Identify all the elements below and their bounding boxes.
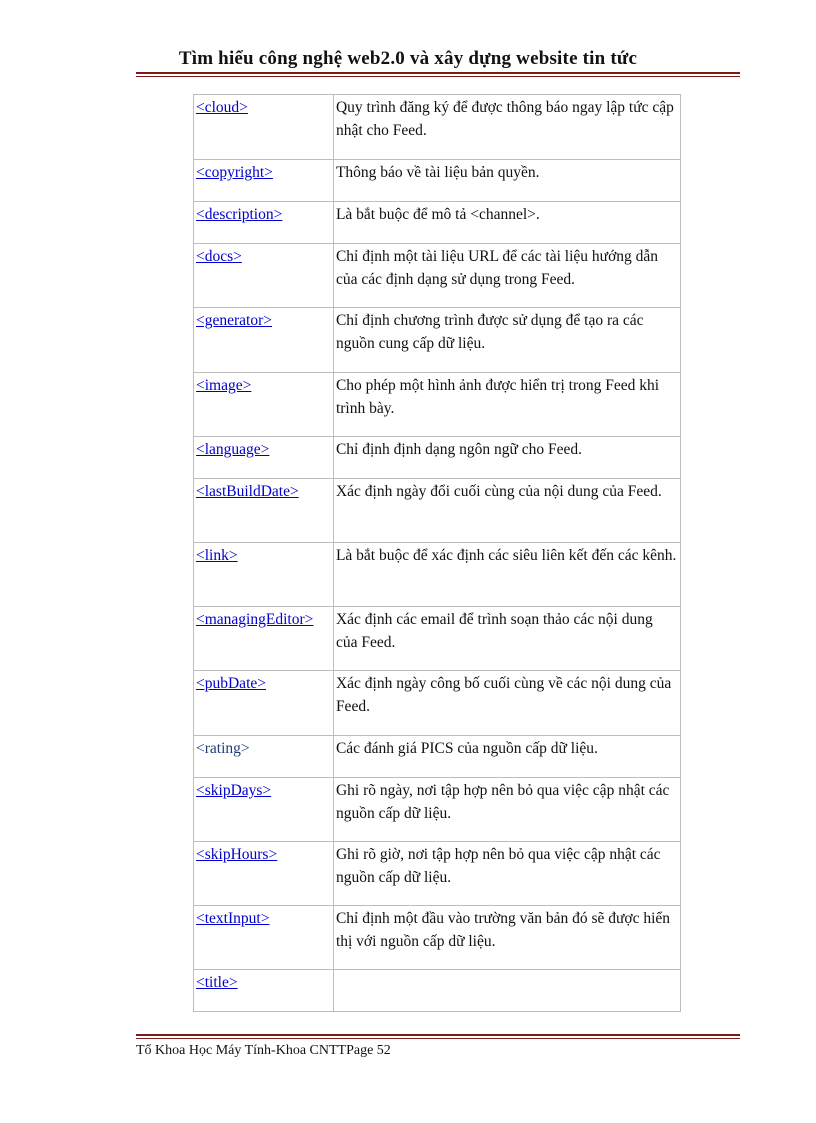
tag-link[interactable]: <cloud> bbox=[196, 99, 248, 116]
table-row bbox=[194, 736, 681, 778]
table-row bbox=[194, 373, 681, 437]
description-cell: Xác định các email để trình soạn thảo các nội dung của Feed. bbox=[333, 607, 680, 671]
tag-cell bbox=[194, 842, 334, 906]
tag-link[interactable]: <generator> bbox=[196, 312, 273, 329]
tag-link[interactable]: <skipHours> bbox=[196, 846, 278, 863]
table-row bbox=[194, 479, 681, 543]
tag-link[interactable]: <pubDate> bbox=[196, 675, 266, 692]
tag-cell bbox=[194, 202, 334, 244]
description-cell: Xác định ngày đổi cuối cùng của nội dung của Feed. bbox=[333, 479, 680, 543]
table-row bbox=[194, 308, 681, 373]
table-row bbox=[194, 970, 681, 1012]
tag-cell bbox=[194, 479, 334, 543]
footer-rule bbox=[136, 1034, 740, 1036]
table-row bbox=[194, 244, 681, 308]
table-row bbox=[194, 607, 681, 671]
description-cell: Chỉ định chương trình được sử dụng để tạo ra các nguồn cung cấp dữ liệu. bbox=[333, 308, 680, 373]
description-cell: Xác định ngày công bố cuối cùng về các nội dung của Feed. bbox=[333, 671, 680, 736]
tag-cell bbox=[194, 160, 334, 202]
header-rule-thin bbox=[136, 76, 740, 77]
page-footer: Tổ Khoa Học Máy Tính-Khoa CNTTPage 52 bbox=[136, 1043, 391, 1058]
table-row bbox=[194, 906, 681, 970]
description-cell: Là bắt buộc để mô tả <channel>. bbox=[333, 202, 680, 244]
description-cell: Quy trình đăng ký để được thông báo ngay lập tức cập nhật cho Feed. bbox=[333, 95, 680, 160]
tag-link[interactable]: <copyright> bbox=[196, 164, 273, 181]
table-row bbox=[194, 202, 681, 244]
description-cell: Các đánh giá PICS của nguồn cấp dữ liệu. bbox=[333, 736, 680, 778]
description-cell: Cho phép một hình ảnh được hiển trị trong Feed khi trình bày. bbox=[333, 373, 680, 437]
description-cell: Chỉ định một đầu vào trường văn bản đó sẽ được hiển thị với nguồn cấp dữ liệu. bbox=[333, 906, 680, 970]
tag-cell bbox=[194, 308, 334, 373]
table-row bbox=[194, 437, 681, 479]
tag-cell bbox=[194, 970, 334, 1012]
tag-cell bbox=[194, 607, 334, 671]
description-cell: Ghi rõ giờ, nơi tập hợp nên bỏ qua việc cập nhật các nguồn cấp dữ liệu. bbox=[333, 842, 680, 906]
footer-rule-thin bbox=[136, 1038, 740, 1039]
description-cell: Ghi rõ ngày, nơi tập hợp nên bỏ qua việc cập nhật các nguồn cấp dữ liệu. bbox=[333, 778, 680, 842]
tag-cell bbox=[194, 244, 334, 308]
tag-link[interactable]: <lastBuildDate> bbox=[196, 483, 299, 500]
table-row bbox=[194, 842, 681, 906]
tag-cell bbox=[194, 778, 334, 842]
tag-cell bbox=[194, 671, 334, 736]
tag-link[interactable]: <link> bbox=[196, 547, 238, 564]
table-row bbox=[194, 671, 681, 736]
description-cell: Thông báo về tài liệu bản quyền. bbox=[333, 160, 680, 202]
tag-cell bbox=[194, 543, 334, 607]
tag-link[interactable]: <title> bbox=[196, 974, 238, 991]
table-row bbox=[194, 95, 681, 160]
tag-text: <rating> bbox=[196, 740, 250, 757]
page-header-title: Tìm hiểu công nghệ web2.0 và xây dựng website tin tức bbox=[178, 48, 638, 69]
description-cell: Chỉ định định dạng ngôn ngữ cho Feed. bbox=[333, 437, 680, 479]
tag-cell bbox=[194, 736, 334, 778]
description-cell bbox=[333, 970, 680, 1012]
table-row bbox=[194, 160, 681, 202]
description-cell: Chỉ định một tài liệu URL để các tài liệu hướng dẫn của các định dạng sử dụng trong Feed. bbox=[333, 244, 680, 308]
tag-cell bbox=[194, 373, 334, 437]
table-row bbox=[194, 543, 681, 607]
tag-link[interactable]: <textInput> bbox=[196, 910, 270, 927]
tag-link[interactable]: <image> bbox=[196, 377, 252, 394]
description-cell: Là bắt buộc để xác định các siêu liên kết đến các kênh. bbox=[333, 543, 680, 607]
header-rule bbox=[136, 72, 740, 74]
tag-cell bbox=[194, 437, 334, 479]
table-row bbox=[194, 778, 681, 842]
tag-link[interactable]: <managingEditor> bbox=[196, 611, 314, 628]
tag-link[interactable]: <description> bbox=[196, 206, 283, 223]
tag-link[interactable]: <skipDays> bbox=[196, 782, 272, 799]
tag-link[interactable]: <docs> bbox=[196, 248, 242, 265]
tag-cell bbox=[194, 95, 334, 160]
tag-link[interactable]: <language> bbox=[196, 441, 270, 458]
rss-channel-elements-table bbox=[193, 94, 681, 1012]
tag-cell bbox=[194, 906, 334, 970]
